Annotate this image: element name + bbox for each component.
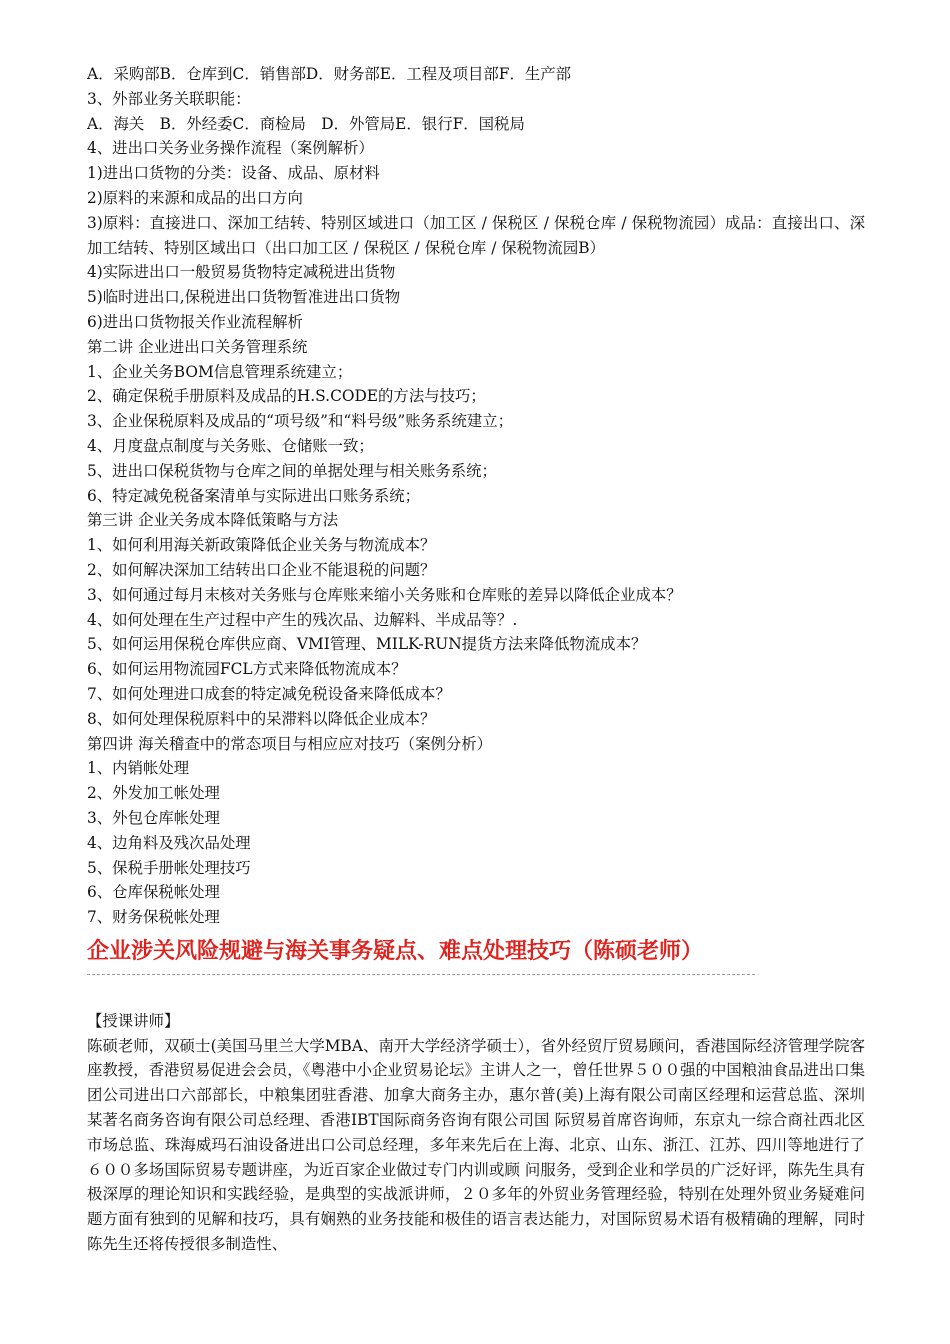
lecture-heading: 第四讲 海关稽查中的常态项目与相应应对技巧（案例分析） — [87, 734, 493, 753]
text-line: 5、如何运用保税仓库供应商、VMI管理、MILK-RUN提货方法来降低物流成本？ — [87, 635, 647, 654]
text-line: 7、如何处理进口成套的特定减免税设备来降低成本？ — [87, 684, 451, 703]
text-line: 1、企业关务BOM信息管理系统建立； — [87, 362, 353, 381]
raw-material-item: 3)原料：直接进口、深加工结转、特别区域进口（加工区 / 保税区 / 保税仓库 / 保税物流园）成品：直接出口、深加工结转、特别区域出口（出口加工区 / 保税区 / 保税仓库 / 保税物流园B） — [87, 213, 865, 257]
text-line: 4、如何处理在生产过程中产生的残次品、边解料、半成品等？. — [87, 610, 518, 629]
text-line: 2、确定保税手册原料及成品的H.S.CODE的方法与技巧； — [87, 387, 486, 406]
text-line: 3、企业保税原料及成品的“项号级”和“料号级”账务系统建立； — [87, 412, 514, 431]
section-title: 企业涉关风险规避与海关事务疑点、难点处理技巧（陈硕老师） — [87, 938, 704, 964]
text-line: 4、边角料及残次品处理 — [87, 833, 251, 852]
text-line: 5、进出口保税货物与仓库之间的单据处理与相关账务系统； — [87, 461, 497, 480]
text-line: 3、外包仓库帐处理 — [87, 808, 220, 827]
text-line: 5、保税手册帐处理技巧 — [87, 858, 251, 877]
instructor-bio: 陈硕老师，双硕士(美国马里兰大学MBA、南开大学经济学硕士），省外经贸厅贸易顾问，香港国际经济管理学院客座教授，香港贸易促进会会员，《粤港中小企业贸易论坛》主讲人之一，曾任世界５００强的中国粮油食品进出口集团公司进出口六部部长，中粮集团驻香港、加拿大商务主办，惠尔普(美)上海有限公司南区经理和运营总监、深圳某著名商务咨询有限公司总经理、香港IBT国际商务咨询有限公司国 际贸易首席咨询师，东京丸一综合商社西北区市场总监、珠海威玛石油设备进出口公司总经理，多年来先后在上海、北京、山东、浙江、江苏、四川等地进行了６００多场国际贸易专题讲座，为近百家企业做过专门内训或顾 问服务，受到企业和学员的广泛好评，陈先生具有极深厚的理论知识和实践经验，是典型的实战派讲师，２０多年的外贸业务管理经验，特别在处理外贸业务疑难问题方面有独到的见解和技巧，具有娴熟的业务技能和极佳的语言表达能力，对国际贸易术语有极精确的理解，同时陈先生还将传授很多制造性、 — [87, 1036, 865, 1254]
top-lines — [87, 62, 865, 211]
document-page — [87, 62, 865, 1257]
mid-lines — [87, 260, 865, 930]
text-line: 3、外部业务关联职能： — [87, 89, 251, 108]
lecture-heading: 第三讲 企业关务成本降低策略与方法 — [87, 511, 339, 530]
text-line: A．海关 B．外经委C．商检局 D．外管局E．银行F．国税局 — [87, 114, 525, 133]
text-line: 1)进出口货物的分类：设备、成品、原材料 — [87, 164, 380, 183]
text-line: 2、外发加工帐处理 — [87, 784, 220, 803]
text-line: 5)临时进出口,保税进出口货物暂准进出口货物 — [87, 288, 401, 307]
text-line: 4)实际进出口一般贸易货物特定减税进出货物 — [87, 263, 396, 282]
lecture-heading: 第二讲 企业进出口关务管理系统 — [87, 337, 308, 356]
text-line: 2、如何解决深加工结转出口企业不能退税的问题？ — [87, 560, 436, 579]
text-line: 4、月度盘点制度与关务账、仓储账一致； — [87, 436, 374, 455]
text-line: 6、仓库保税帐处理 — [87, 883, 220, 902]
text-line: 6)进出口货物报关作业流程解析 — [87, 312, 303, 331]
text-line: 7、财务保税帐处理 — [87, 908, 220, 927]
text-line: 2)原料的来源和成品的出口方向 — [87, 188, 303, 207]
spacer — [87, 975, 865, 1009]
text-line: 6、如何运用物流园FCL方式来降低物流成本？ — [87, 660, 407, 679]
text-line: 1、如何利用海关新政策降低企业关务与物流成本？ — [87, 536, 436, 555]
text-line: 8、如何处理保税原料中的呆滞料以降低企业成本？ — [87, 709, 436, 728]
text-line: 1、内销帐处理 — [87, 759, 190, 778]
instructor-heading: 【授课讲师】 — [87, 1011, 180, 1030]
text-line: 6、特定减免税备案清单与实际进出口账务系统； — [87, 486, 420, 505]
text-line: 3、如何通过每月末核对关务账与仓库账来缩小关务账和仓库账的差异以降低企业成本？ — [87, 585, 682, 604]
text-line: A．采购部B．仓库到C．销售部D．财务部E．工程及项目部F．生产部 — [87, 65, 572, 83]
text-line: 4、进出口关务业务操作流程（案例解析） — [87, 139, 374, 158]
